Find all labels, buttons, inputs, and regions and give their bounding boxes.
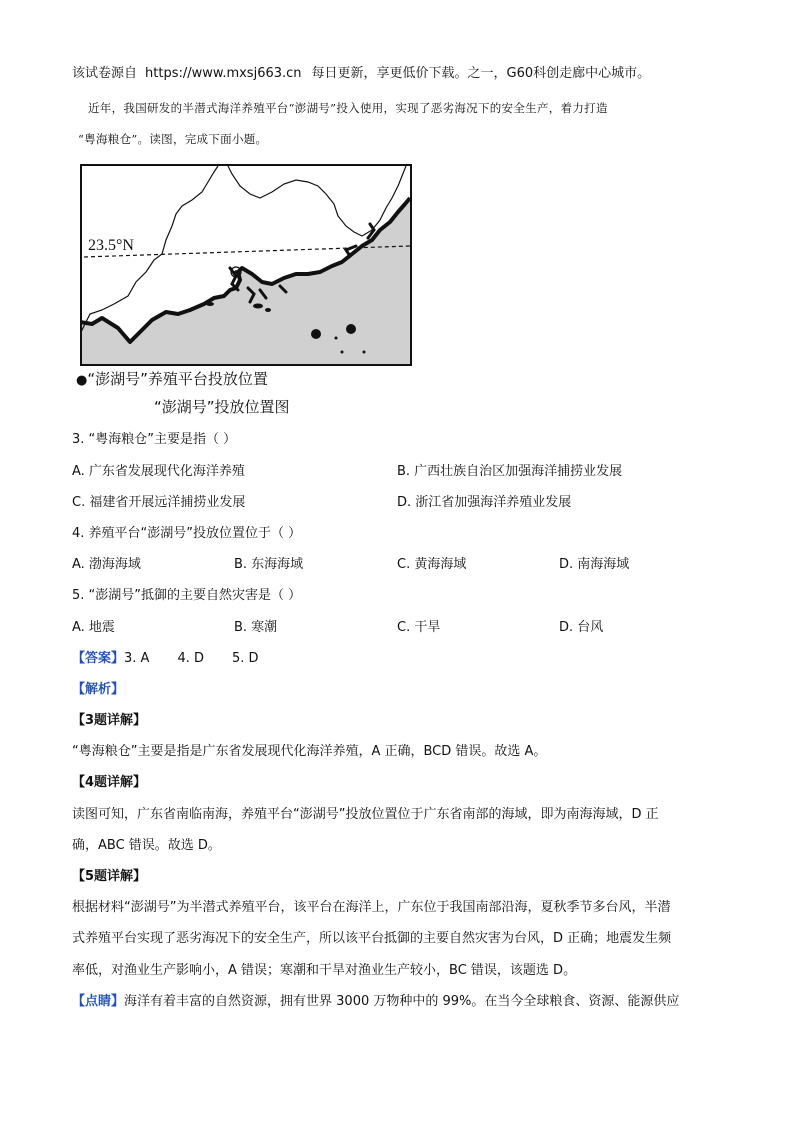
detail-5-heading: 【5题详解】 xyxy=(72,869,147,884)
question-3-stem: 3. “粤海粮仓”主要是指（ ） xyxy=(72,432,237,447)
header-prefix: 该试卷源自 xyxy=(72,66,138,81)
q3-option-a[interactable]: A. 广东省发展现代化海洋养殖 xyxy=(72,464,245,479)
header-url[interactable]: https://www.mxsj663.cn xyxy=(145,66,302,81)
q3-option-c[interactable]: C. 福建省开展远洋捕捞业发展 xyxy=(72,495,246,510)
q5-option-d[interactable]: D. 台风 xyxy=(559,620,604,635)
intro-line-2: “粤海粮仓”。读图，完成下面小题。 xyxy=(78,132,268,146)
q4-option-b[interactable]: B. 东海海域 xyxy=(234,557,304,572)
platform-location-icon xyxy=(346,324,356,334)
figure-title: “澎湖号”投放位置图 xyxy=(154,398,290,416)
q4-option-a[interactable]: A. 渤海海域 xyxy=(72,557,141,572)
island xyxy=(265,308,271,312)
question-4-stem: 4. 养殖平台“澎湖号”投放位置位于（ ） xyxy=(72,526,302,541)
legend-text: “澎湖号”养殖平台投放位置 xyxy=(87,370,268,388)
detail-4-heading: 【4题详解】 xyxy=(72,775,147,790)
header-suffix: 每日更新，享更低价下载。之一，G60科创走廊中心城市。 xyxy=(311,66,651,81)
detail-5-line-1: 根据材料“澎湖号”为半潜式养殖平台，该平台在海洋上，广东位于我国南部沿海，夏秋季节多台风，半潜 xyxy=(72,900,671,915)
small-island xyxy=(363,351,366,354)
detail-3-line-1: “粤海粮仓”主要是指是广东省发展现代化海洋养殖，A 正确，BCD 错误。故选 A。 xyxy=(72,744,547,759)
question-5-stem: 5. “澎湖号”抵御的主要自然灾害是（ ） xyxy=(72,588,302,603)
note-line xyxy=(72,992,679,1012)
detail-4-line-1: 读图可知，广东省南临南海，养殖平台“澎湖号”投放位置位于广东省南部的海域，即为南海海域，D 正 xyxy=(72,807,659,822)
figure-legend xyxy=(76,369,268,391)
latitude-label: 23.5°N xyxy=(88,237,134,254)
legend-dot-icon: ● xyxy=(76,373,88,388)
intro-line-1: 近年，我国研发的半潜式海洋养殖平台“澎湖号”投入使用，实现了恶劣海况下的安全生产，着力打造 xyxy=(88,101,608,115)
small-island xyxy=(335,337,338,340)
q4-option-c[interactable]: C. 黄海海域 xyxy=(397,557,467,572)
detail-5-line-3: 率低，对渔业生产影响小，A 错误；寒潮和干旱对渔业生产较小，BC 错误，该题选 D。 xyxy=(72,963,577,978)
detail-5-line-2: 式养殖平台实现了恶劣海况下的安全生产，所以该平台抵御的主要自然灾害为台风，D 正确；地震发生频 xyxy=(72,931,672,946)
platform-location-icon xyxy=(311,329,321,339)
island xyxy=(206,302,214,306)
note-label: 【点睛】 xyxy=(72,994,125,1009)
q5-option-b[interactable]: B. 寒潮 xyxy=(234,620,278,635)
q4-option-d[interactable]: D. 南海海域 xyxy=(559,557,630,572)
small-island xyxy=(341,351,344,354)
answer-item: 4. D xyxy=(177,651,204,666)
q3-option-b[interactable]: B. 广西壮族自治区加强海洋捕捞业发展 xyxy=(397,464,623,479)
answer-label: 【答案】 xyxy=(72,651,125,666)
detail-3-heading: 【3题详解】 xyxy=(72,713,147,728)
q3-option-d[interactable]: D. 浙江省加强海洋养殖业发展 xyxy=(397,495,572,510)
answer-item: 5. D xyxy=(232,651,259,666)
answer-item: 3. A xyxy=(124,651,150,666)
q5-option-c[interactable]: C. 干旱 xyxy=(397,620,441,635)
answer-line xyxy=(72,649,259,669)
q5-option-a[interactable]: A. 地震 xyxy=(72,620,115,635)
island xyxy=(253,304,263,309)
analysis-label: 【解析】 xyxy=(72,682,125,697)
map-figure xyxy=(80,164,413,367)
detail-4-line-2: 确，ABC 错误。故选 D。 xyxy=(72,838,221,853)
city-marker-center xyxy=(234,270,238,274)
header-source-line xyxy=(72,64,650,84)
note-text: 海洋有着丰富的自然资源，拥有世界 3000 万物种中的 99%。在当今全球粮食、资源、能源供应 xyxy=(124,994,680,1009)
